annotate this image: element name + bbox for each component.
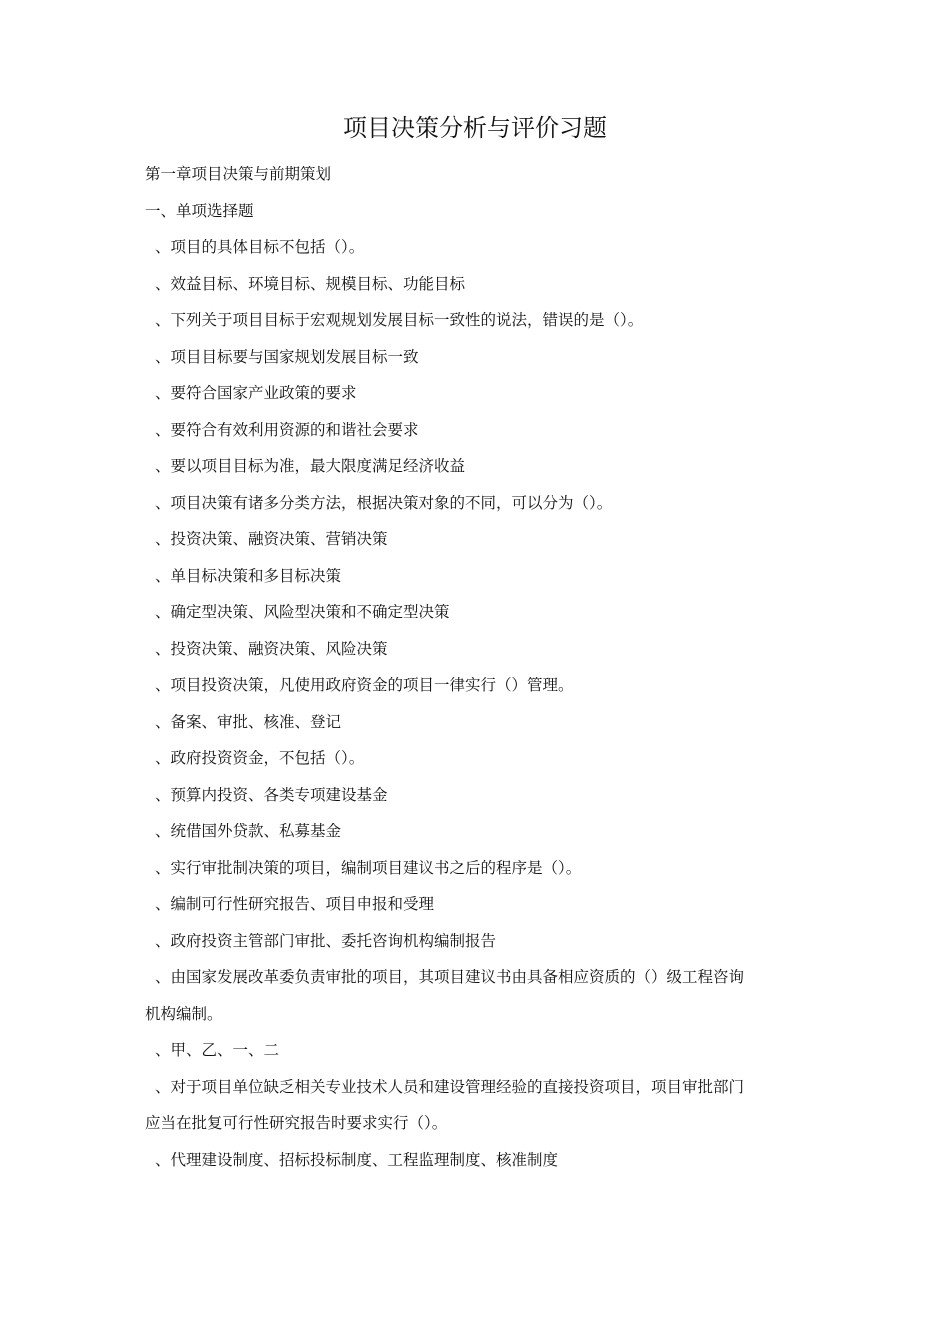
question-line: 、项目决策有诸多分类方法，根据决策对象的不同，可以分为（）。 (155, 493, 613, 512)
question-line: 、实行审批制决策的项目，编制项目建议书之后的程序是（）。 (155, 858, 582, 877)
option-line: 、代理建设制度、招标投标制度、工程监理制度、核准制度 (155, 1150, 559, 1169)
document-title: 项目决策分析与评价习题 (343, 114, 607, 142)
option-line: 、投资决策、融资决策、营销决策 (155, 530, 388, 548)
option-line: 、单目标决策和多目标决策 (155, 566, 342, 585)
option-line: 、确定型决策、风险型决策和不确定型决策 (155, 603, 450, 621)
section-heading: 一、单项选择题 (145, 201, 254, 220)
question-line: 、对于项目单位缺乏相关专业技术人员和建设管理经验的直接投资项目，项目审批部门 (155, 1077, 745, 1096)
question-line-continuation: 应当在批复可行性研究报告时要求实行（）。 (145, 1114, 448, 1132)
question-line: 、项目投资决策，凡使用政府资金的项目一律实行（）管理。 (155, 676, 574, 694)
option-line: 、要以项目目标为准，最大限度满足经济收益 (155, 457, 466, 475)
option-line: 、投资决策、融资决策、风险决策 (155, 639, 388, 658)
question-line-continuation: 机构编制。 (145, 1004, 223, 1023)
question-line: 、项目的具体目标不包括（）。 (155, 238, 365, 256)
option-line: 、政府投资主管部门审批、委托咨询机构编制报告 (155, 931, 497, 950)
option-line: 、效益目标、环境目标、规模目标、功能目标 (155, 274, 466, 293)
option-line: 、要符合国家产业政策的要求 (155, 384, 357, 402)
chapter-heading: 第一章项目决策与前期策划 (145, 165, 332, 183)
option-line: 、预算内投资、各类专项建设基金 (155, 785, 388, 804)
option-line: 、甲、乙、一、二 (155, 1041, 280, 1059)
option-line: 、项目目标要与国家规划发展目标一致 (155, 347, 419, 366)
question-line: 、下列关于项目目标于宏观规划发展目标一致性的说法，错误的是（）。 (155, 311, 644, 329)
document-body (145, 156, 815, 1178)
option-line: 、备案、审批、核准、登记 (155, 712, 342, 731)
question-line: 、由国家发展改革委负责审批的项目，其项目建议书由具备相应资质的（）级工程咨询 (155, 968, 745, 986)
option-line: 、要符合有效利用资源的和谐社会要求 (155, 420, 419, 439)
question-line: 、政府投资资金，不包括（）。 (155, 749, 365, 767)
option-line: 、统借国外贷款、私募基金 (155, 822, 342, 840)
option-line: 、编制可行性研究报告、项目申报和受理 (155, 895, 435, 913)
